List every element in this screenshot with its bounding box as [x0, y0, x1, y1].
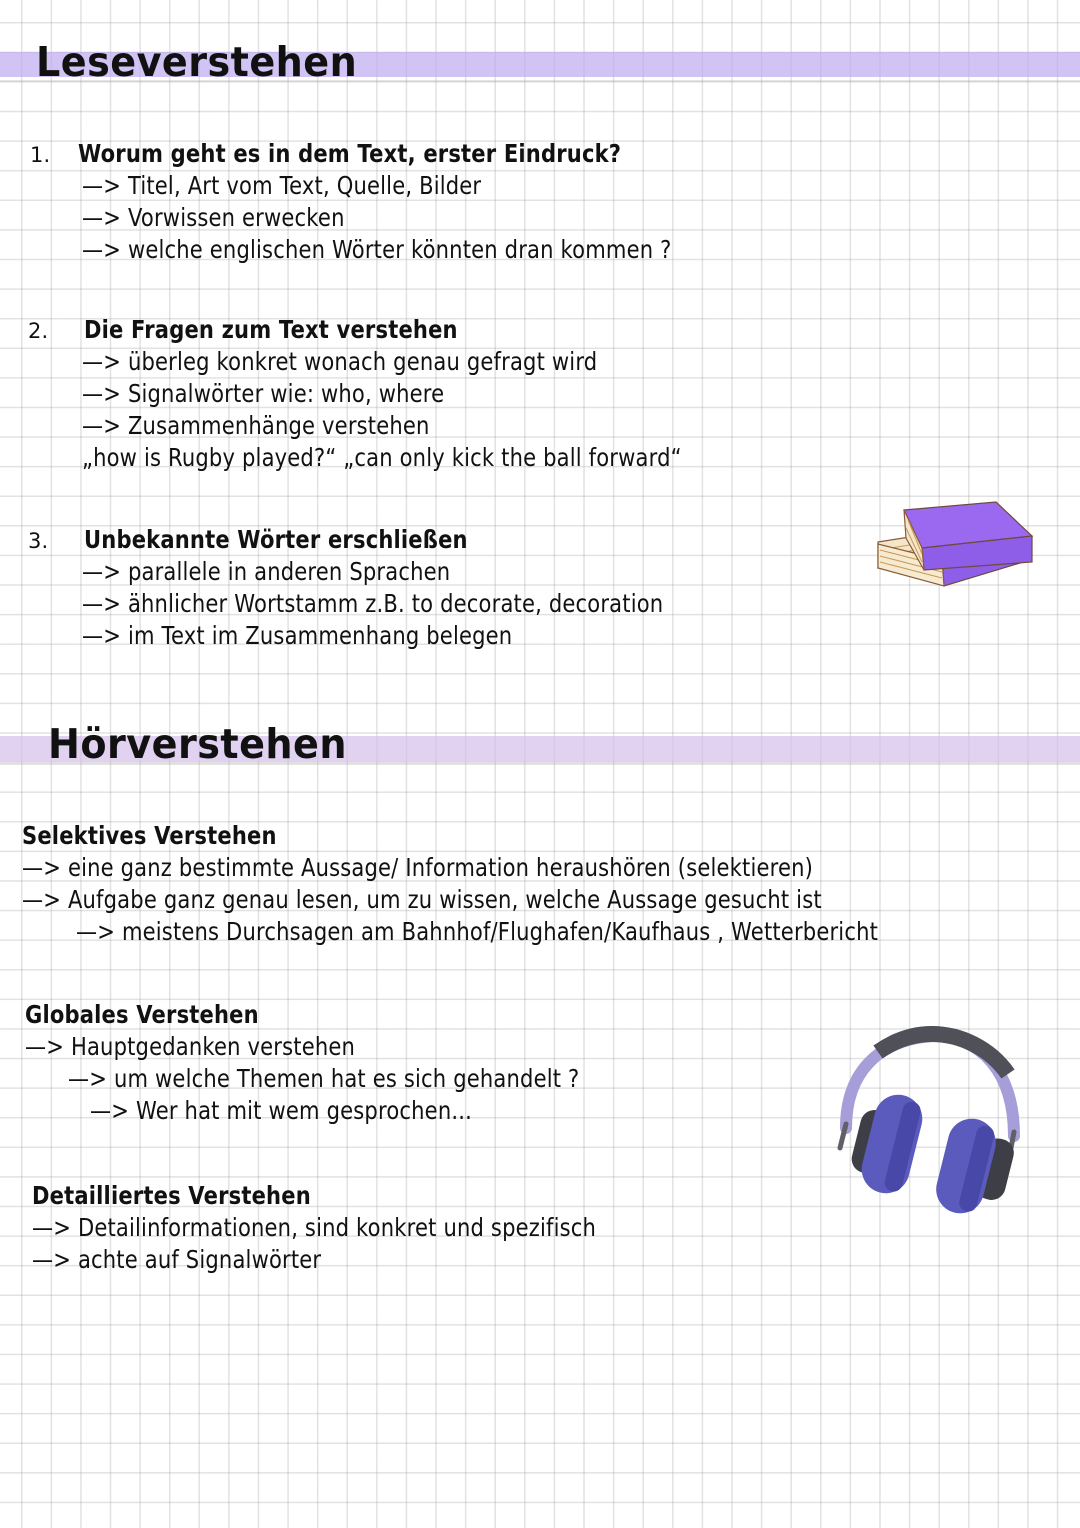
item-number: 1.	[30, 143, 51, 167]
list-item: —> Detailinformationen, sind konkret und spezifisch	[32, 1213, 597, 1242]
item-number: 2.	[28, 319, 49, 343]
list-item: —> Wer hat mit wem gesprochen...	[90, 1096, 472, 1125]
item-heading: Worum geht es in dem Text, erster Eindruck?	[78, 139, 622, 168]
list-item: —> um welche Themen hat es sich gehandelt ?	[68, 1064, 580, 1093]
subsection-heading: Globales Verstehen	[25, 1000, 259, 1029]
books-icon	[872, 498, 1038, 590]
example-quote: „how is Rugby played?“ „can only kick the ball forward“	[82, 443, 682, 472]
list-item: —> welche englischen Wörter könnten dran kommen ?	[82, 235, 672, 264]
subsection-heading: Detailliertes Verstehen	[32, 1181, 311, 1210]
headphones-icon	[832, 1018, 1028, 1214]
item-number: 3.	[28, 529, 49, 553]
list-item: —> achte auf Signalwörter	[32, 1245, 322, 1274]
subsection-heading: Selektives Verstehen	[22, 821, 277, 850]
list-item: —> Vorwissen erwecken	[82, 203, 345, 232]
list-item: —> eine ganz bestimmte Aussage/ Information heraushören (selektieren)	[22, 853, 814, 882]
list-item: —> Titel, Art vom Text, Quelle, Bilder	[82, 171, 482, 200]
list-item: —> überleg konkret wonach genau gefragt wird	[82, 347, 598, 376]
section-title-leseverstehen: Leseverstehen	[36, 38, 358, 86]
item-heading: Unbekannte Wörter erschließen	[84, 525, 468, 554]
list-item: —> Zusammenhänge verstehen	[82, 411, 430, 440]
list-item: —> im Text im Zusammenhang belegen	[82, 621, 513, 650]
list-item: —> Signalwörter wie: who, where	[82, 379, 445, 408]
item-heading: Die Fragen zum Text verstehen	[84, 315, 458, 344]
list-item: —> meistens Durchsagen am Bahnhof/Flughafen/Kaufhaus , Wetterbericht	[76, 917, 879, 946]
section-title-hoerverstehen: Hörverstehen	[48, 720, 347, 768]
list-item: —> ähnlicher Wortstamm z.B. to decorate, decoration	[82, 589, 664, 618]
list-item: —> parallele in anderen Sprachen	[82, 557, 451, 586]
list-item: —> Aufgabe ganz genau lesen, um zu wissen, welche Aussage gesucht ist	[22, 885, 822, 914]
list-item: —> Hauptgedanken verstehen	[25, 1032, 356, 1061]
